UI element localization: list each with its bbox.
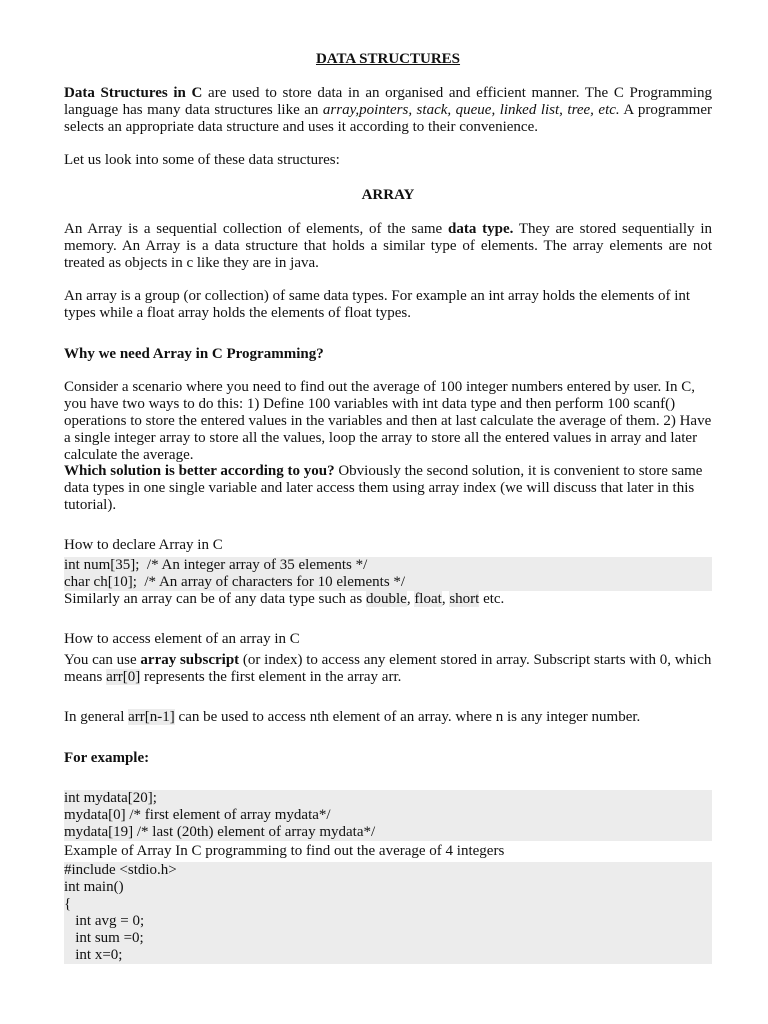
code-line: int sum =0; [64,930,144,946]
array-paragraph-1: An Array is a sequential collection of elements, of the same data type. They are stored sequentially in memory. An Array is a data structure that holds a similar type of elements. The array elements are not treated as objects in c like they are in java. [64,221,712,271]
code-line: int main() [64,879,124,895]
code-line: mydata[19] /* last (20th) element of array mydata*/ [64,824,376,840]
code-line: mydata[0] /* first element of array mydata*/ [64,807,331,823]
access-heading: How to access element of an array in C [64,631,300,647]
intro-paragraph: Data Structures in C are used to store data in an organised and efficient manner. The C Programming language has many data structures like an array,pointers, stack, queue, linked list, tree, etc. A programmer selects an appropriate data structure and uses it according to their convenience. [64,85,712,135]
declare-heading: How to declare Array in C [64,537,223,553]
intro-examples: array,pointers, stack, queue, linked list, tree, etc. [322,102,620,118]
code-line: char ch[10]; /* An array of characters for 10 elements */ [64,574,406,590]
inline-code-arr-n-1: arr[n-1] [128,709,175,725]
why-heading: Why we need Array in C Programming? [64,346,324,362]
code-line: int num[35]; /* An integer array of 35 elements */ [64,557,368,573]
code-line: int avg = 0; [64,913,145,929]
which-paragraph: Which solution is better according to you? Obviously the second solution, it is convenient to store same data types in one single variable and later access them using array index (we will discuss that later in this tutorial). [64,463,703,513]
general-paragraph: In general arr[n-1] can be used to access nth element of an array. where n is any integer number. [64,709,641,725]
example-code-block [64,790,712,841]
intro-lead: Data Structures in C [64,85,203,101]
type-double: double [365,591,407,607]
code-line: int mydata[20]; [64,790,157,806]
inline-code-arr0: arr[0] [106,669,141,685]
look-into-text: Let us look into some of these data structures: [64,152,340,168]
code-line: { [64,896,72,912]
type-float: float [414,591,442,607]
array-heading: ARRAY [361,187,415,203]
access-paragraph: You can use array subscript (or index) to access any element stored in array. Subscript starts with 0, which means arr[0] represents the first element in the array arr. [64,652,712,685]
for-example-heading: For example: [64,750,150,766]
average-code-block [64,862,712,964]
scenario-paragraph: Consider a scenario where you need to find out the average of 100 integer numbers entered by user. In C, you have two ways to do this: 1) Define 100 variables with int data type and then perform 100 scanf() operations to store the entered values in the variables and then at last calculate the average of them. 2) Have a single integer array to store all the values, loop the array to store all the entered values in array and later calculate the average. [64,379,712,463]
type-short: short [449,591,480,607]
similarly-text: Similarly an array can be of any data type such as double, float, short etc. [64,591,505,607]
code-line: int x=0; [64,947,123,963]
declare-code-block [64,557,712,591]
code-line: #include <stdio.h> [64,862,177,878]
average-example-heading: Example of Array In C programming to find out the average of 4 integers [64,843,505,859]
array-paragraph-2: An array is a group (or collection) of same data types. For example an int array holds the elements of int types while a float array holds the elements of float types. [64,288,691,321]
document-title: DATA STRUCTURES [315,51,461,67]
